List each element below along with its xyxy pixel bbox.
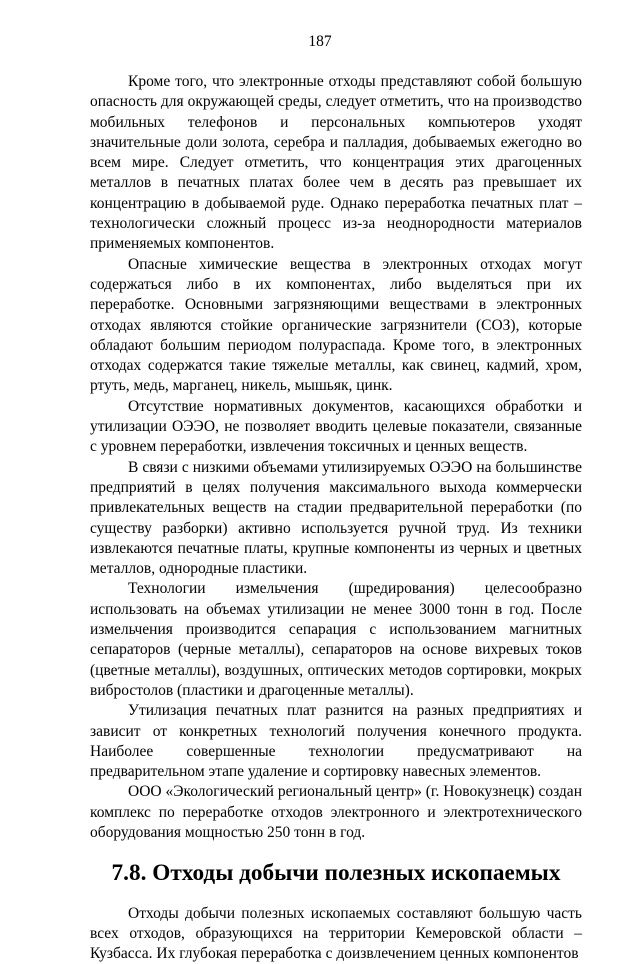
page-number: 187 [308, 33, 332, 50]
paragraph: Кроме того, что электронные отходы представляют собой большую опасность для окружающей среды, следует отметить, что на производство мобильных телефонов и персональных компьютеров уходят значительные доли золота, серебра и палладия, добываемых ежегодно во всем мире. Следует отметить, что концентрация этих драгоценных металлов в печатных платах более чем в десять раз превышает их концентрацию в добываемой руде. Однако переработка печатных плат – технологически сложный процесс из-за неоднородности материалов применяемых компонентов. [90, 73, 582, 253]
paragraph: В связи с низкими объемами утилизируемых ОЭЭО на большинстве предприятий в целях получения максимального выхода коммерчески привлекательных веществ на стадии предварительной переработки (по существу разборки) активно используется ручной труд. Из техники извлекаются печатные платы, крупные компоненты из черных и цветных металлов, однородные пластики. [90, 458, 582, 578]
paragraph: Технологии измельчения (шредирования) целесообразно использовать на объемах утилизации не менее 3000 тонн в год. После измельчения производится сепарация с использованием магнитных сепараторов (черные металлы), сепараторов на основе вихревых токов (цветные металлы), воздушных, оптических методов сортировки, мокрых вибростолов (пластики и драгоценные металлы). [90, 580, 582, 699]
page-body [90, 72, 582, 964]
paragraph: Отсутствие нормативных документов, касающихся обработки и утилизации ОЭЭО, не позволяет вводить целевые показатели, связанные с уровнем переработки, извлечения токсичных и ценных веществ. [90, 397, 582, 456]
paragraph: Отходы добычи полезных ископаемых составляют большую часть всех отходов, образующихся на территории Кемеровской области – Кузбасса. Их глубокая переработка с доизвлечением ценных компонентов [90, 904, 582, 963]
paragraph: Утилизация печатных плат разнится на разных предприятиях и зависит от конкретных технологий получения конечного продукта. Наиболее совершенные технологии предусматривают на предварительном этапе удаление и сортировку навесных элементов. [90, 702, 582, 781]
paragraph: ООО «Экологический региональный центр» (г. Новокузнецк) создан комплекс по переработке отходов электронного и электротехнического оборудования мощностью 250 тонн в год. [90, 783, 582, 841]
section-title: 7.8. Отходы добычи полезных ископаемых [111, 860, 561, 887]
paragraph: Опасные химические вещества в электронных отходах могут содержаться либо в их компонентах, либо выделяться при их переработке. Основными загрязняющими веществами в электронных отходах являются стойкие органические загрязнители (СОЗ), которые обладают большим периодом полураспада. Кроме того, в электронных отходах содержатся такие тяжелые металлы, как свинец, кадмий, хром, ртуть, медь, марганец, никель, мышьяк, цинк. [90, 255, 582, 395]
